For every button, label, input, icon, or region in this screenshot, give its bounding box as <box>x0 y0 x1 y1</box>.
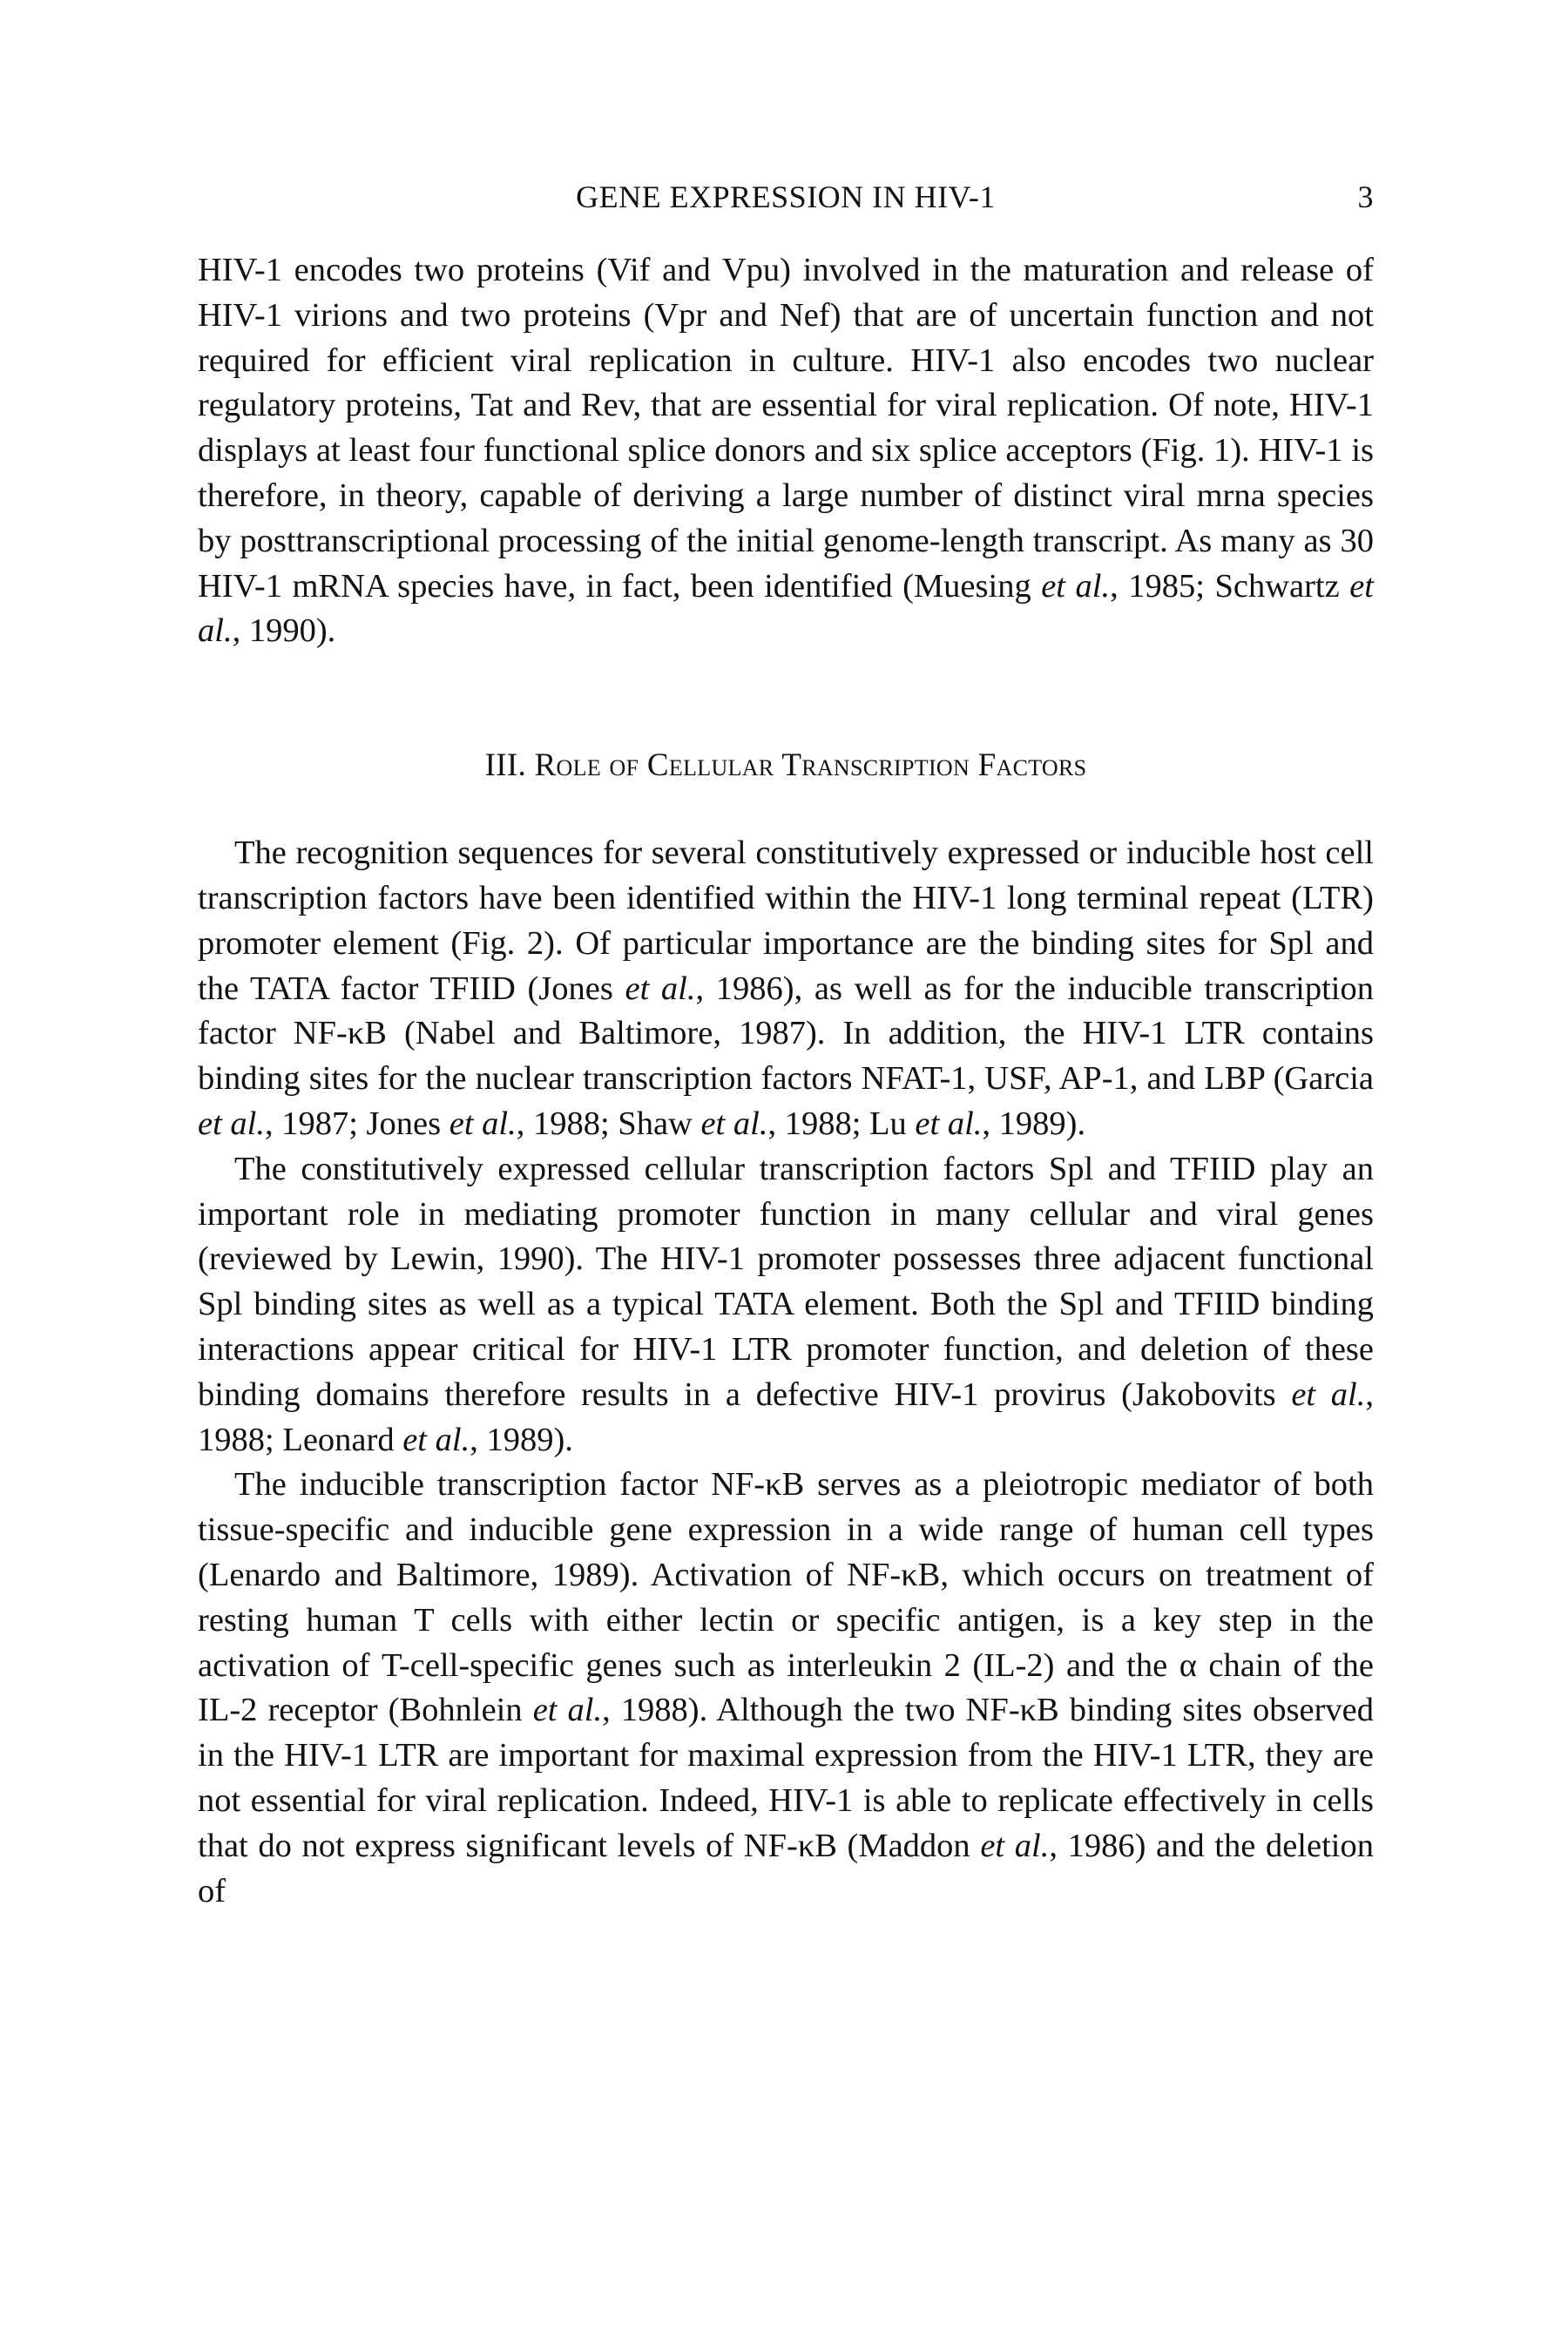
citation-etal: et al. <box>1291 1375 1366 1413</box>
section-heading <box>198 747 1374 784</box>
citation-etal: et al. <box>402 1421 470 1458</box>
paragraph-intro-continued <box>198 248 1374 654</box>
paragraph-recognition-sequences <box>198 831 1374 1147</box>
text-run: , 1985; Schwartz <box>1110 567 1350 605</box>
page-number: 3 <box>1357 179 1374 214</box>
citation-etal: et al. <box>532 1692 603 1729</box>
text-run: , 1989). <box>982 1105 1086 1142</box>
paragraph-nfkb <box>198 1463 1374 1914</box>
text-run: , 1986) and the deletion of <box>198 1827 1374 1909</box>
text-run: , 1989). <box>470 1421 573 1458</box>
section-number: III. <box>484 747 527 784</box>
running-head <box>198 179 1374 231</box>
citation-etal: et al. <box>700 1105 768 1142</box>
paragraph-constitutive-factors <box>198 1147 1374 1463</box>
citation-etal: et al. <box>449 1105 517 1142</box>
citation-etal: et al. <box>625 970 696 1007</box>
text-run: The recognition sequences for several constitutively expressed or inducible host cell transcription factors have been identified within the HIV-1 long terminal repeat (LTR) promoter element (Fig. 2). Of particular importance are the binding sites for Spl and the TATA factor TFIID (Jones <box>198 835 1374 1007</box>
text-run: HIV-1 encodes two proteins (Vif and Vpu) involved in the maturation and release of HIV-1 virions and two proteins (Vpr and Nef) that are of uncertain function and not required for efficient viral replication in culture. HIV-1 also encodes two nuclear regulatory proteins, Tat and Rev, that are essential for viral replication. Of note, HIV-1 displays at least four functional splice donors and six splice acceptors (Fig. 1). HIV-1 is therefore, in theory, capable of deriving a large number of distinct viral mrna species by posttranscriptional processing of the initial genome-length transcript. As many as 30 HIV-1 mRNA species have, in fact, been identified (Muesing <box>198 252 1374 605</box>
citation-etal: et al. <box>980 1827 1050 1864</box>
text-run: , 1988; Leonard <box>198 1375 1374 1458</box>
citation-etal: et al. <box>198 567 1374 650</box>
text-run: , 1987; Jones <box>264 1105 449 1142</box>
running-head-title: GENE EXPRESSION IN HIV-1 <box>576 179 996 214</box>
text-run: The constitutively expressed cellular transcription factors Spl and TFIID play an important role in mediating promoter function in many cellular and viral genes (reviewed by Lewin, 1990). The HIV-1 promoter possesses three adjacent functional Spl binding sites as well as a typical TATA element. Both the Spl and TFIID binding interactions appear critical for HIV-1 LTR promoter function, and deletion of these binding domains therefore results in a defective HIV-1 provirus (Jakobovits <box>198 1150 1374 1413</box>
text-run: , 1990). <box>232 612 336 650</box>
citation-etal: et al. <box>1041 567 1111 605</box>
section-title: Role of Cellular Transcription Factors <box>534 747 1087 784</box>
text-run: , 1986), as well as for the inducible transcription factor NF-κB (Nabel and Baltimore, 1987). In addition, the HIV-1 LTR contains binding sites for the nuclear transcription factors NFAT-1, USF, AP-1, and LBP (Garcia <box>198 970 1374 1098</box>
citation-etal: et al. <box>915 1105 983 1142</box>
text-run: The inducible transcription factor NF-κB serves as a pleiotropic mediator of both tissue-specific and inducible gene expression in a wide range of human cell types (Lenardo and Baltimore, 1989). Activation of NF-κB, which occurs on treatment of resting human T cells with either lectin or specific antigen, is a key step in the activation of T-cell-specific genes such as interleukin 2 (IL-2) and the α chain of the IL-2 receptor (Bohnlein <box>198 1466 1374 1729</box>
citation-etal: et al. <box>198 1105 265 1142</box>
text-run: , 1988). Although the two NF-κB binding sites observed in the HIV-1 LTR are important for maximal expression from the HIV-1 LTR, they are not essential for viral replication. Indeed, HIV-1 is able to replicate effectively in cells that do not express significant levels of NF-κB (Maddon <box>198 1692 1374 1864</box>
text-run: , 1988; Lu <box>767 1105 916 1142</box>
page <box>198 179 1374 1914</box>
text-run: , 1988; Shaw <box>516 1105 701 1142</box>
